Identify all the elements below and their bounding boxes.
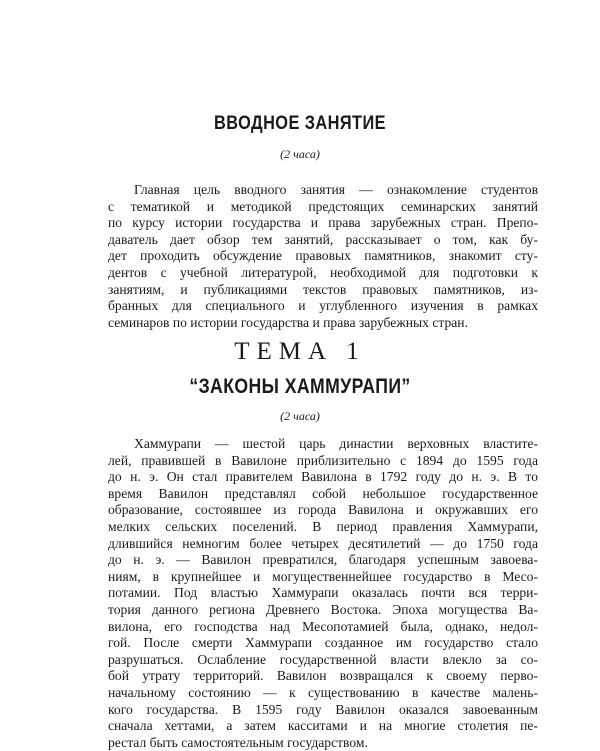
intro-hours-note: (2 часа) (280, 147, 320, 161)
text-line: дет проходить обсуждение правовых памятников, знакомит сту- (108, 248, 538, 264)
topic-paragraph (108, 436, 538, 751)
text-line: вилона, его господства над Месопотамией была, однако, недол- (108, 618, 538, 634)
text-line: мелких сельских поселений. В период правления Хаммурапи, (108, 518, 538, 534)
text-line: лей, правившей в Вавилоне приблизительно с 1894 до 1595 года (108, 452, 538, 468)
text-line: с тематикой и методикой предстоящих семинарских занятий (108, 198, 538, 214)
text-line: по курсу истории государства и права зарубежных стран. Препо- (108, 215, 538, 231)
text-line: гой. После смерти Хаммурапи созданное им государство стало (108, 635, 538, 651)
text-line: потамии. Под властью Хаммурапи оказалась почти вся терри- (108, 585, 538, 601)
text-line: бой утрату территорий. Вавилон возвращался к своему перво- (108, 668, 538, 684)
text-line: образование, состоявшее из города Вавилона и окружавших его (108, 502, 538, 518)
text-line: сначала хеттами, а затем касситами и на многие столетия пе- (108, 718, 538, 734)
intro-paragraph (108, 182, 538, 331)
intro-section-heading: ВВОДНОЕ ЗАНЯТИЕ (214, 113, 386, 134)
text-line: до н. э. — Вавилон превратился, благодаря успешным завоева- (108, 552, 538, 568)
text-line: длившийся немногим более четырех десятилетий — до 1750 года (108, 535, 538, 551)
text-line: кого государства. В 1595 году Вавилон оказался завоеванным (108, 701, 538, 717)
text-line: время Вавилон представлял собой небольшое государственное (108, 485, 538, 501)
text-line: семинаров по истории государства и права зарубежных стран. (108, 314, 468, 330)
text-line: занятиям, и публикациями текстов правовых памятников, из- (108, 281, 538, 297)
text-line: рестал быть самостоятельным государством. (108, 734, 368, 750)
text-line: разрушаться. Ослабление государственной власти влекло за со- (108, 651, 538, 667)
text-line: ниям, в крупнейшее и могущественнейшее государство в Месо- (108, 568, 538, 584)
text-line: Хаммурапи — шестой царь династии верховных властите- (134, 436, 538, 451)
topic-hours-note: (2 часа) (280, 409, 320, 423)
topic-number-label: ТЕМА 1 (234, 338, 366, 365)
text-line: Главная цель вводного занятия — ознакомление студентов (134, 182, 538, 197)
text-line: даватель дает обзор тем занятий, рассказывает о том, как бу- (108, 231, 538, 247)
text-line: до н. э. Он стал правителем Вавилона в 1792 году до н. э. В то (108, 469, 538, 485)
topic-title: “ЗАКОНЫ ХАММУРАПИ” (189, 375, 411, 398)
text-line: бранных для специального и углубленного изучения в рамках (108, 298, 538, 314)
text-line: тория данного региона Древнего Востока. Эпоха могущества Ва- (108, 601, 538, 617)
text-line: дентов с учебной литературой, необходимой для подготовки к (108, 264, 538, 280)
text-line: начальному состоянию — к существованию в качестве малень- (108, 684, 538, 700)
